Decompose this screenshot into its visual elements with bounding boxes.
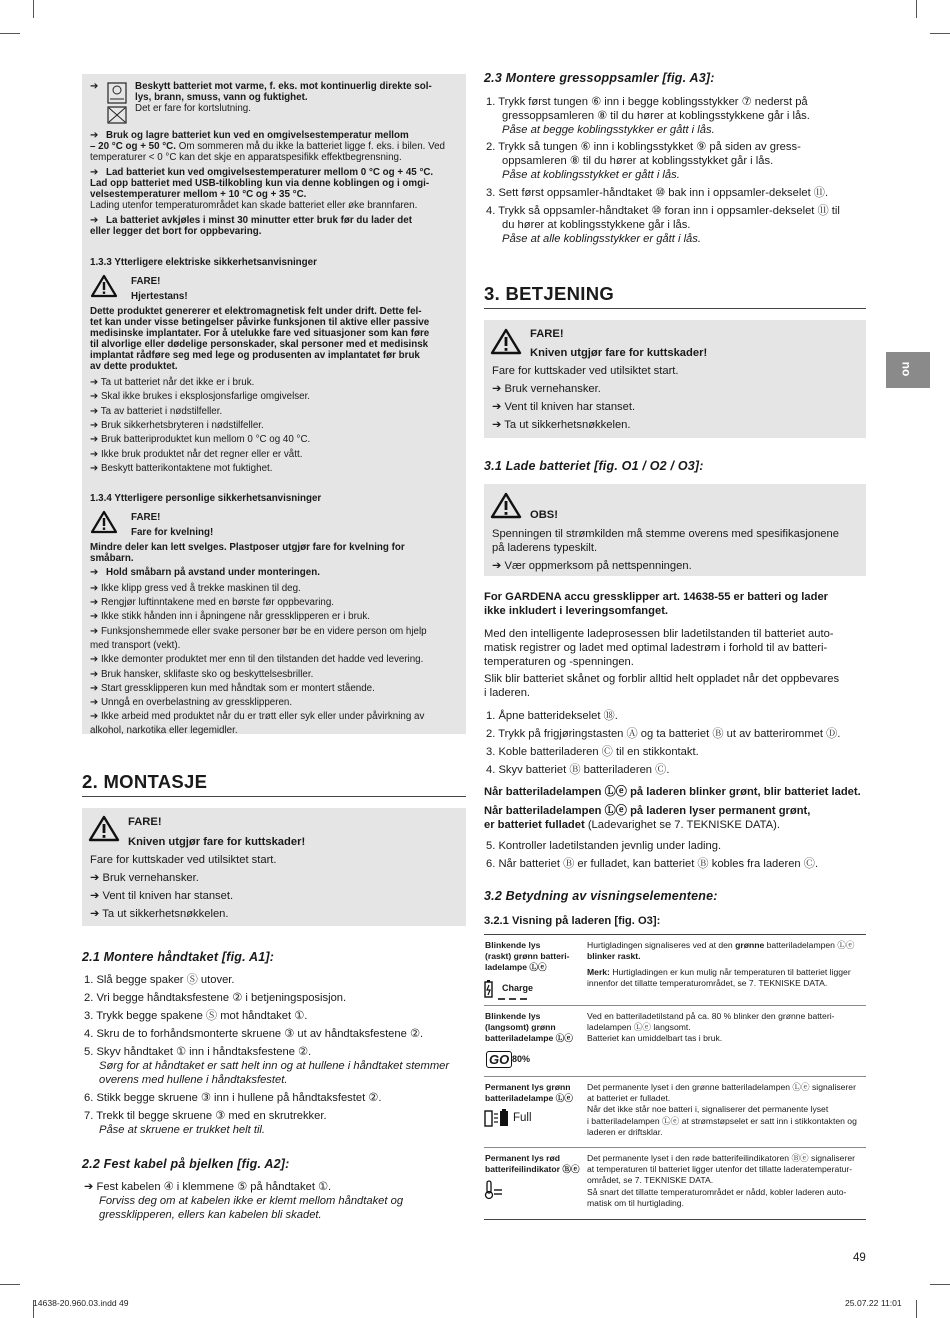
implant-warning: av dette produktet. — [90, 361, 178, 372]
battery-full-icon — [484, 1108, 510, 1130]
instruction-note: Påse at alle koblingsstykker er gått i lås. — [502, 233, 701, 245]
instruction-step: 2. Trykk så tungen ⑥ inn i koblingsstykket ⑨ på siden av gress- — [486, 141, 801, 153]
temp-line: velsestemperaturer mellom + 10 °C og + 35 °C. — [90, 189, 307, 200]
crop-mark — [0, 1284, 20, 1285]
instruction-step: oppsamleren ⑧ til du hører at koblingsstykket går i lås. — [502, 155, 774, 167]
temp-line: Lading utenfor temperaturområdet kan skade batteriet eller øke brannfaren. — [90, 200, 418, 211]
table-cell-label: Blinkende lys (raskt) grønn batteri- ladelampe Ⓛⓔ — [485, 940, 570, 973]
safety-bullet: ➔ Start gressklipperen kun med håndtak som er montert stående. — [90, 683, 375, 694]
arrow-icon: ➔ — [90, 391, 101, 403]
instruction-step: 3. Trykk begge spakene Ⓢ mot håndtaket ①. — [84, 1010, 308, 1022]
safety-bullet: ➔ Rengjør luftinntakene med en børste før oppbevaring. — [90, 597, 335, 608]
crop-mark — [916, 1300, 917, 1318]
safety-bullet: ➔ Bruk batteriproduktet kun mellom 0 °C og 40 °C. — [90, 434, 311, 446]
safety-bullet: med transport (vekt). — [90, 640, 181, 651]
safety-bullet: ➔ Ta ut batteriet når det ikke er i bruk. — [90, 377, 255, 388]
instruction-step: 3. Koble batteriladeren Ⓒ til en stikkontakt. — [486, 746, 699, 758]
temp-line: Lad batteriet kun ved omgivelsestemperaturer mellom 0 °C og + 45 °C. — [106, 167, 434, 178]
section-heading-3-1: 3.1 Lade batteriet [fig. O1 / O2 / O3]: — [484, 459, 704, 473]
status-note: er batteriet fulladet (Ladevarighet se 7. TEKNISKE DATA). — [484, 819, 780, 831]
section-heading-1-3-4: 1.3.4 Ytterligere personlige sikkerhetsanvisninger — [90, 493, 322, 504]
arrow-icon: ➔ — [90, 448, 101, 460]
crop-mark — [930, 1284, 950, 1285]
section-heading-montasje: 2. MONTASJE — [82, 771, 208, 792]
notice-text: Spenningen til strømkilden må stemme overens med spesifikasjonene — [492, 528, 839, 540]
table-cell-label: Blinkende lys (langsomt) grønn batteriladelampe Ⓛⓔ — [485, 1011, 573, 1044]
temp-line: eller legger det bort for oppbevaring. — [90, 226, 262, 237]
body-text: temperaturen og -spenningen. — [484, 656, 634, 668]
footer-file-info: 14638-20.960.03.indd 49 — [33, 1298, 129, 1308]
arrow-icon: ➔ — [90, 611, 101, 622]
instruction-note: Forviss deg om at kabelen ikke er klemt mellom håndtaket og — [99, 1195, 404, 1207]
instruction-step: 1. Åpne batteridekselet ⑱. — [486, 710, 618, 722]
instruction-note: Sørg for at håndtaket er satt helt inn og at hullene i håndtaket stemmer — [99, 1060, 450, 1072]
instruction-step: du hører at koblingsstykkene går i lås. — [502, 219, 691, 231]
safety-bullet: ➔ Unngå en overbelastning av gressklipperen. — [90, 697, 293, 708]
implant-warning: til alvorlige eller dødelige personskader, skal personer med et medisinsk — [90, 339, 429, 350]
arrow-icon: ➔ — [90, 583, 101, 594]
danger-label: FARE! — [128, 816, 162, 828]
safety-bullet: ➔ Bruk hansker, sklifaste sko og beskyttelsesbriller. — [90, 669, 314, 680]
implant-warning: implantat rådføre seg med lege og produsenten av implantatet før bruk — [90, 350, 420, 361]
section-heading-3-2: 3.2 Betydning av visningselementene: — [484, 889, 718, 903]
table-divider — [484, 1005, 866, 1006]
divider — [82, 796, 466, 797]
instruction-step: 2. Trykk på frigjøringstasten Ⓐ og ta batteriet Ⓑ ut av batterirommet Ⓓ. — [486, 728, 841, 740]
safety-bullet: ➔ Ikke stikk hånden inn i åpningene når gressklipperen er i bruk. — [90, 611, 370, 622]
instruction-step: 2. Vri begge håndtaksfestene ② i betjeningsposisjon. — [84, 992, 347, 1004]
instruction-note: Påse at koblingsstykket er gått i lås. — [502, 169, 680, 181]
instruction-step: 6. Når batteriet Ⓑ er fulladet, kan batteriet Ⓑ kobles fra laderen Ⓒ. — [486, 858, 819, 870]
implant-warning: Dette produktet genererer et elektromagnetisk felt under drift. Dette fel- — [90, 306, 422, 317]
danger-subtitle: Kniven utgjør fare for kuttskader! — [128, 836, 306, 848]
table-cell-text: Ved en batteriladetilstand på ca. 80 % blinker den grønne batteri- ladelampen Ⓛⓔ langsomt. Batteriet kan umiddelbart tas i bruk. — [587, 1011, 835, 1044]
instruction-step: 4. Trykk så oppsamler-håndtaket ⑩ foran inn i oppsamler-dekselet ⑪ til — [486, 205, 840, 217]
arrow-icon: ➔ — [90, 654, 101, 665]
crop-mark — [930, 33, 950, 34]
crop-mark — [0, 33, 20, 34]
table-divider — [484, 934, 866, 935]
battery-warning-line: Det er fare for kortslutning. — [135, 103, 251, 114]
battery-heat-warning-icon — [106, 81, 128, 105]
section-heading-betjening: 3. BETJENING — [484, 283, 615, 304]
danger-label: FARE! — [131, 276, 161, 287]
arrow-icon: ➔ — [90, 683, 101, 694]
table-divider — [484, 1076, 866, 1077]
arrow-icon: ➔ — [90, 167, 99, 178]
danger-label: FARE! — [530, 328, 564, 340]
warning-triangle-icon — [490, 492, 522, 519]
choking-warning: Mindre deler kan lett svelges. Plastposer utgjør fare for kvelning for — [90, 542, 405, 553]
safety-bullet: ➔ Ta av batteriet i nødstilfeller. — [90, 405, 223, 417]
charge-icon-label: Charge — [502, 983, 534, 993]
danger-bullet: ➔ Vent til kniven har stanset. — [492, 401, 636, 413]
status-note: Når batteriladelampen Ⓛⓔ på laderen blinker grønt, blir batteriet ladet. — [484, 786, 861, 798]
danger-subtitle: Hjertestans! — [131, 291, 188, 302]
warning-triangle-icon — [490, 328, 522, 355]
temp-line: Bruk og lagre batteriet kun ved en omgivelsestemperatur mellom — [106, 130, 409, 141]
choking-warning: småbarn. — [90, 553, 134, 564]
safety-bullet: ➔ Skal ikke brukes i eksplosjonsfarlige omgivelser. — [90, 391, 311, 403]
safety-bullet: ➔ Ikke arbeid med produktet når du er trøtt eller syk eller under påvirkning av — [90, 711, 425, 722]
table-cell-text: Merk: Hurtigladingen er kun mulig når temperaturen til batteriet ligger innenfor det tillatte temperaturområdet, se 7. TEKNISKE DATA. — [587, 967, 851, 989]
battery-warning-line: lys, brann, smuss, vann og fuktighet. — [135, 92, 308, 103]
safety-bullet: ➔ Ikke klipp gress ved å trekke maskinen til deg. — [90, 583, 301, 594]
section-heading-3-2-1: 3.2.1 Visning på laderen [fig. O3]: — [484, 915, 661, 927]
page-number: 49 — [853, 1252, 866, 1264]
instruction-note: Påse at skruene er trukket helt til. — [99, 1124, 266, 1136]
danger-bullet: ➔ Ta ut sikkerhetsnøkkelen. — [492, 419, 631, 431]
table-cell-label: Permanent lys rød batterifeilindikator Ⓑⓔ — [485, 1153, 580, 1175]
table-cell-text: blinker raskt. — [587, 951, 641, 961]
safety-bullet: ➔ Bruk sikkerhetsbryteren i nødstilfeller. — [90, 419, 264, 431]
danger-bullet: ➔ Vent til kniven har stanset. — [90, 890, 234, 902]
safety-bullet: ➔ Ikke demonter produktet mer enn til den tilstanden det hadde ved levering. — [90, 654, 424, 665]
arrow-icon: ➔ — [90, 405, 101, 417]
divider — [484, 308, 866, 309]
no-water-icon — [106, 106, 128, 124]
arrow-icon: ➔ — [90, 377, 101, 388]
instruction-step: 1. Slå begge spaker Ⓢ utover. — [84, 974, 235, 986]
arrow-icon: ➔ — [90, 567, 99, 578]
safety-bullet: ➔ Funksjonshemmede eller svake personer bør be en videre person om hjelp — [90, 626, 427, 637]
warning-triangle-icon — [90, 510, 118, 534]
instruction-step: 4. Skru de to forhåndsmonterte skruene ③ ut av håndtaksfestene ②. — [84, 1028, 424, 1040]
full-icon-label: Full — [513, 1112, 532, 1124]
instruction-note: gressklipperen, ellers kan kabelen bli skadet. — [99, 1209, 322, 1221]
instruction-step: gressoppsamleren ⑧ til du hører at koblingsstykkene går i lås. — [502, 110, 810, 122]
language-tab: no — [886, 352, 930, 388]
section-heading-2-3: 2.3 Montere gressoppsamler [fig. A3]: — [484, 71, 715, 85]
implant-warning: medisinske implantater. For å utelukke fare ved situasjoner som kan føre — [90, 328, 430, 339]
temp-line: – 20 °C og + 50 °C. Om sommeren må du ikke la batteriet ligge f. eks. i bilen. Ved — [90, 141, 445, 152]
instruction-step: 1. Trykk først tungen ⑥ inn i begge koblingsstykker ⑦ nederst på — [486, 96, 808, 108]
instruction-step: 3. Sett først oppsamler-håndtaket ⑩ bak inn i oppsamler-dekselet ⑪. — [486, 187, 829, 199]
arrow-icon: ➔ — [90, 81, 99, 92]
body-text: Med den intelligente ladeprosessen blir ladetilstanden til batteriet auto- — [484, 628, 834, 640]
crop-mark — [33, 0, 34, 18]
instruction-step: 7. Trekk til begge skruene ③ med en skrutrekker. — [84, 1110, 327, 1122]
table-cell-text: Det permanente lyset i den røde batterifeilindikatoren Ⓑⓔ signaliserer at temperaturen til batteriet ligger utenfor det tillatte laderatemperatur- området, se 7. TEKNISKE DATA. Så snart det tillatte temperaturområdet er nådd, kobler laderen auto- matisk om til hurtiglading. — [587, 1153, 855, 1208]
go-icon: GO — [486, 1051, 512, 1068]
table-cell-text: Det permanente lyset i den grønne batteriladelampen Ⓛⓔ signaliserer at batteriet er fulladet. Når det ikke står noe batteri i, signaliserer det permanente lyset i batteriladelampen Ⓛⓔ at strømstøpselet er satt inn i stikkontakten og laderen er driftsklar. — [587, 1082, 857, 1137]
instruction-step: 5. Kontroller ladetilstanden jevnlig under lading. — [486, 840, 722, 852]
section-heading-2-2: 2.2 Fest kabel på bjelken [fig. A2]: — [82, 1157, 290, 1171]
table-cell-label: Permanent lys grønn batteriladelampe Ⓛⓔ — [485, 1082, 573, 1104]
danger-label: FARE! — [131, 512, 161, 523]
danger-text: Fare for kuttskader ved utilsiktet start. — [492, 365, 679, 377]
section-heading-2-1: 2.1 Montere håndtaket [fig. A1]: — [82, 950, 275, 964]
choking-hold: Hold småbarn på avstand under monteringen. — [106, 567, 320, 578]
scope-note: For GARDENA accu gressklipper art. 14638-55 er batteri og lader — [484, 591, 829, 603]
instruction-note: Påse at begge koblingsstykker er gått i lås. — [502, 124, 715, 136]
temp-line: temperaturer < 0 °C kan det skje en apparatspesifikk effektbegrensning. — [90, 152, 402, 163]
notice-label: OBS! — [530, 509, 558, 521]
table-divider — [484, 1147, 866, 1148]
arrow-icon: ➔ — [90, 419, 101, 431]
safety-bullet: alkohol, narkotika eller legemidler. — [90, 725, 238, 736]
arrow-icon: ➔ — [90, 626, 101, 637]
instruction-step: 4. Skyv batteriet Ⓑ batteriladeren Ⓒ. — [486, 764, 670, 776]
temp-line: La batteriet avkjøles i minst 30 minutter etter bruk før du lader det — [106, 215, 412, 226]
danger-bullet: ➔ Bruk vernehansker. — [90, 872, 199, 884]
instruction-note: overens med hullene i håndtaksfestet. — [99, 1074, 288, 1086]
scope-note: ikke inkludert i leveringsomfanget. — [484, 605, 669, 617]
safety-bullet: ➔ Ikke bruk produktet når det regner eller er vått. — [90, 448, 303, 460]
go-icon-label: 80% — [512, 1054, 531, 1064]
warning-triangle-icon — [90, 274, 118, 298]
arrow-icon: ➔ — [90, 434, 101, 446]
arrow-icon: ➔ — [90, 215, 99, 226]
table-divider — [484, 1219, 866, 1220]
status-note: Når batteriladelampen Ⓛⓔ på laderen lyser permanent grønt, — [484, 805, 811, 817]
crop-mark — [916, 0, 917, 18]
danger-text: Fare for kuttskader ved utilsiktet start. — [90, 854, 277, 866]
danger-subtitle: Fare for kvelning! — [131, 527, 214, 538]
arrow-icon: ➔ — [90, 462, 101, 474]
danger-bullet: ➔ Bruk vernehansker. — [492, 383, 601, 395]
notice-bullet: ➔ Vær oppmerksom på nettspenningen. — [492, 560, 692, 572]
battery-warning-line: Beskytt batteriet mot varme, f. eks. mot kontinuerlig direkte sol- — [135, 81, 432, 92]
notice-text: på laderens typeskilt. — [492, 542, 598, 554]
arrow-icon: ➔ — [90, 711, 101, 722]
temperature-error-icon — [484, 1180, 504, 1200]
instruction-step: 5. Skyv håndtaket ① inn i håndtaksfestene ②. — [84, 1046, 312, 1058]
section-heading-1-3-3: 1.3.3 Ytterligere elektriske sikkerhetsanvisninger — [90, 257, 317, 268]
temp-line: Lad opp batteriet med USB-tilkobling kun via denne koblingen og i omgi- — [90, 178, 430, 189]
footer-timestamp: 25.07.22 11:01 — [845, 1298, 902, 1308]
instruction-step: ➔ Fest kabelen ④ i klemmene ⑤ på håndtaket ①. — [84, 1181, 332, 1193]
danger-bullet: ➔ Ta ut sikkerhetsnøkkelen. — [90, 908, 229, 920]
arrow-icon: ➔ — [90, 669, 101, 680]
table-cell-text: Hurtigladingen signaliseres ved at den grønne batteriladelampen Ⓛⓔ — [587, 940, 855, 950]
body-text: Slik blir batteriet skånet og forblir alltid helt oppladet når det oppbevares — [484, 673, 840, 685]
implant-warning: tet kan under visse betingelser påvirke funksjonen til aktive eller passive — [90, 317, 430, 328]
body-text: matisk registrer og ladet med optimal ladestrøm i forhold til av batteri- — [484, 642, 828, 654]
safety-bullet: ➔ Beskytt batterikontaktene mot fuktighet. — [90, 462, 273, 474]
instruction-step: 6. Stikk begge skruene ③ inn i hullene på håndtaksfestet ②. — [84, 1092, 382, 1104]
arrow-icon: ➔ — [90, 697, 101, 708]
danger-subtitle: Kniven utgjør fare for kuttskader! — [530, 347, 708, 359]
body-text: i laderen. — [484, 687, 531, 699]
warning-triangle-icon — [88, 815, 120, 842]
arrow-icon: ➔ — [90, 597, 101, 608]
arrow-icon: ➔ — [90, 130, 99, 141]
